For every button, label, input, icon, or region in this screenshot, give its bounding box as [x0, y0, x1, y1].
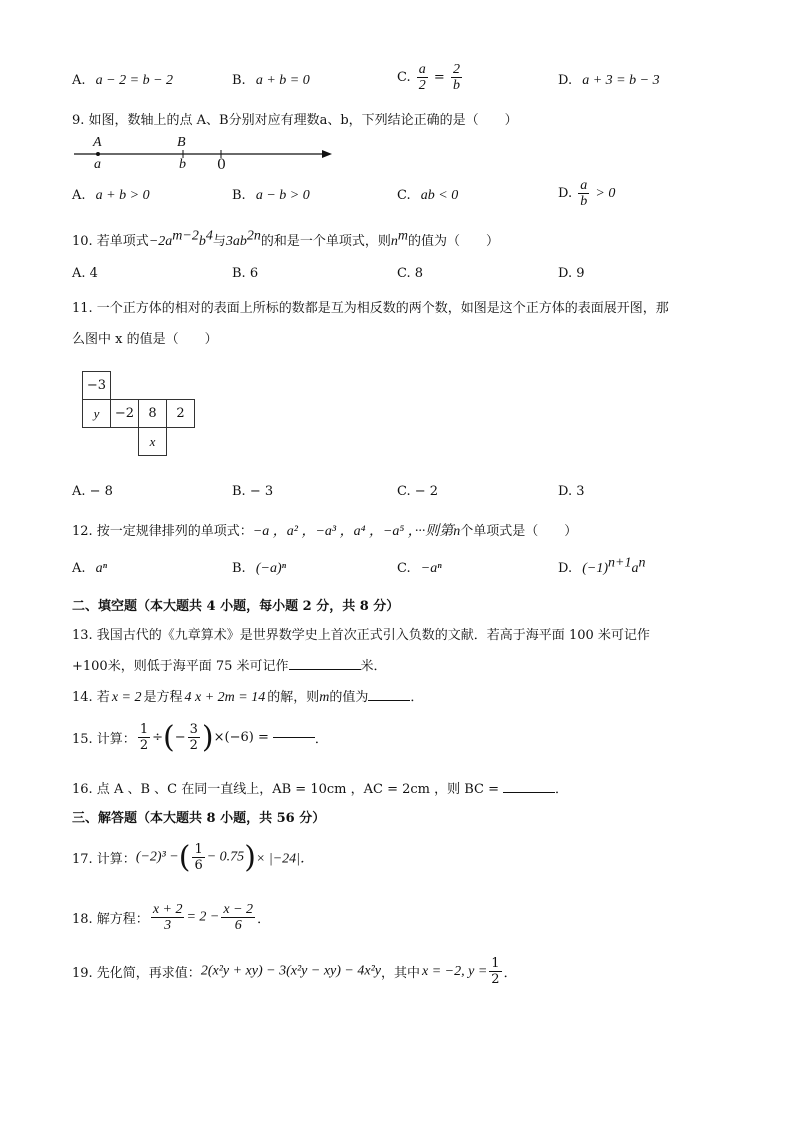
exponent: n+1 [608, 555, 632, 571]
q17-stem [72, 840, 314, 875]
math-term: x = 2 [111, 690, 142, 705]
stem-text: 15. 计算： [72, 732, 136, 747]
math-term: − 0.75 [206, 849, 245, 865]
numerator: 3 [189, 722, 198, 737]
stem-text: 10. 若单项式 [72, 234, 149, 249]
point-a-dot [96, 152, 100, 156]
right-paren: ) [244, 840, 256, 875]
stem-text: ． [257, 912, 271, 927]
section-heading-solutions: 三、解答题（本大题共 8 小题，共 56 分） [72, 811, 326, 826]
fraction [138, 722, 150, 753]
q18-stem [72, 902, 270, 933]
q11-stem-line2: 么图中 x 的值是（ ） [72, 332, 218, 347]
q8-option-b [232, 73, 310, 89]
stem-text: 米． [360, 659, 387, 674]
fraction [151, 902, 185, 933]
right-paren: ) [201, 720, 214, 755]
math-term: (−2)³ − [135, 849, 179, 865]
q9-stem: 9. 如图，数轴上的点 A、B分别对应有理数a、b，下列结论正确的是（ ） [72, 113, 518, 128]
option-letter: A. [72, 73, 86, 88]
section-heading-fill-blank: 二、填空题（本大题共 4 小题，每小题 2 分，共 8 分） [72, 599, 400, 614]
q12-option-c [397, 561, 442, 577]
option-text: a + 3 = b − 3 [582, 73, 660, 88]
q11-option-d: D. 3 [558, 484, 585, 499]
stem-text: 的和是一个单项式，则 [260, 234, 391, 249]
fraction [489, 956, 501, 987]
equals-sign: = [433, 70, 445, 85]
left-paren: ( [163, 720, 175, 755]
stem-text: ． [410, 690, 424, 705]
numerator: 1 [491, 956, 500, 971]
option-letter: D. [558, 186, 573, 201]
q12-stem [72, 520, 577, 540]
q10-option-b: B. 6 [232, 266, 259, 281]
stem-text: 19. 先化简，再求值： [72, 966, 201, 981]
number-line-label-b: b [179, 157, 186, 172]
denominator: 2 [139, 738, 149, 753]
q12-option-d [558, 555, 646, 577]
math-term: b [198, 234, 206, 249]
q19-stem [72, 956, 517, 987]
denominator: b [452, 78, 460, 93]
net-cell: −2 [111, 400, 139, 428]
math-sequence: −a ，a² ，−a³ ，a⁴ ，−a⁵ ，···则第 [252, 524, 454, 539]
fraction [417, 62, 428, 93]
math-term: x = −2, y = [422, 963, 488, 979]
stem-text: 的值为 [329, 690, 369, 705]
numerator: 1 [139, 722, 149, 737]
net-cell: y [83, 400, 111, 428]
option-letter: C. [397, 70, 411, 85]
q9-option-d [558, 178, 615, 209]
q12-option-b [232, 561, 286, 577]
stem-text: 17. 计算： [72, 852, 136, 867]
q15-stem [72, 720, 328, 755]
denominator: 2 [418, 78, 426, 93]
net-cell: 8 [139, 400, 167, 428]
option-text: a + b = 0 [255, 73, 310, 88]
math-term: = 2 − [186, 909, 220, 925]
denominator: 6 [234, 918, 242, 933]
q9-option-c [397, 188, 458, 204]
q11-option-b: B. − 3 [232, 484, 274, 499]
fraction [192, 842, 204, 873]
math-term: −2a [148, 234, 173, 249]
option-letter: C. [397, 561, 411, 576]
q8-option-c [397, 62, 464, 93]
cube-net-figure [82, 371, 195, 456]
operator: − [174, 730, 186, 745]
number-line-label-A: A [93, 135, 102, 150]
fraction [188, 722, 200, 753]
stem-text: 与 [212, 234, 226, 249]
numerator: x − 2 [223, 902, 254, 917]
numerator: a [418, 62, 426, 77]
option-letter: D. [558, 73, 573, 88]
fraction [221, 902, 255, 933]
option-letter: A. [72, 188, 86, 203]
q11-option-c: C. − 2 [397, 484, 439, 499]
math-term: 4 x + 2m = 14 [184, 690, 266, 705]
number-line-label-a: a [94, 157, 101, 172]
q10-option-a: A. 4 [72, 266, 98, 281]
option-letter: B. [232, 73, 246, 88]
q8-option-a [72, 73, 173, 89]
stem-text: ，其中 [380, 966, 420, 981]
numerator: x + 2 [152, 902, 183, 917]
exponent: n [638, 555, 646, 571]
answer-blank[interactable] [503, 792, 555, 793]
number-line-label-B: B [177, 135, 186, 150]
math-term: n [453, 524, 461, 539]
math-term: 3ab [225, 234, 247, 249]
answer-blank[interactable] [273, 737, 315, 738]
q9-option-b [232, 188, 310, 204]
q9-option-a [72, 188, 150, 204]
denominator: 3 [164, 918, 172, 933]
option-text: a − b > 0 [255, 188, 310, 203]
math-term: ×(−6) = [213, 730, 269, 745]
net-cell: 2 [167, 400, 195, 428]
q8-option-d [558, 73, 660, 89]
stem-text: +100米，则低于海平面 75 米可记作 [72, 659, 289, 674]
q10-stem [72, 230, 499, 250]
number-line-label-zero: 0 [217, 157, 226, 173]
option-letter: B. [232, 561, 246, 576]
option-text: (−a)ⁿ [255, 561, 287, 576]
left-paren: ( [178, 840, 191, 875]
numerator: 1 [194, 842, 203, 857]
stem-text: 是方程 [143, 690, 183, 705]
option-text: aⁿ [95, 561, 108, 576]
stem-text: 个单项式是（ ） [460, 524, 578, 539]
denominator: 2 [491, 972, 500, 987]
q13-line2 [72, 655, 387, 674]
number-line-figure [70, 134, 340, 176]
math-term: m [319, 690, 330, 705]
stem-text: 16. 点 A 、B 、C 在同一直线上，AB = 10cm ，AC = 2cm ，则 BC = [72, 782, 500, 797]
q13-line1: 13. 我国古代的《九章算术》是世界数学史上首次正式引入负数的文献．若高于海平面 100 米可记作 [72, 628, 650, 643]
exponent: m [397, 228, 408, 244]
option-text: > 0 [595, 186, 616, 201]
stem-text: ． [555, 782, 569, 797]
stem-text: 18. 解方程： [72, 912, 149, 927]
fraction [578, 178, 589, 209]
option-letter: B. [232, 188, 246, 203]
stem-text: 的值为（ ） [407, 234, 499, 249]
denominator: 2 [189, 738, 198, 753]
answer-blank[interactable] [368, 700, 410, 701]
exponent: m−2 [172, 228, 199, 244]
option-text: a [631, 561, 639, 576]
exponent: 4 [205, 228, 213, 244]
option-letter: A. [72, 561, 86, 576]
stem-text: ． [503, 966, 517, 981]
numerator: a [580, 178, 588, 193]
operator: ÷ [152, 730, 163, 745]
option-text: (−1) [582, 561, 609, 576]
q12-option-a [72, 561, 107, 577]
option-text: ab < 0 [420, 188, 459, 203]
q11-stem-line1: 11. 一个正方体的相对的表面上所标的数都是互为相反数的两个数，如图是这个正方体的表面展开图，那 [72, 301, 669, 316]
math-expression: 2(x²y + xy) − 3(x²y − xy) − 4x²y [200, 963, 381, 979]
stem-text: 12. 按一定规律排列的单项式： [72, 524, 253, 539]
stem-text: 的解，则 [267, 690, 320, 705]
q14-stem [72, 686, 423, 706]
net-cell: x [139, 428, 167, 456]
answer-blank[interactable] [289, 669, 361, 670]
q16-stem [72, 778, 568, 797]
net-cell: −3 [83, 372, 111, 400]
option-letter: D. [558, 561, 573, 576]
fraction [451, 62, 462, 93]
option-text: a − 2 = b − 2 [95, 73, 174, 88]
math-term: n [390, 234, 398, 249]
q11-option-a: A. − 8 [72, 484, 113, 499]
exponent: 2n [246, 228, 261, 244]
number-line-arrow-icon [322, 150, 332, 158]
stem-text: 14. 若 [72, 690, 110, 705]
math-term: × |−24|． [255, 851, 314, 867]
q10-option-c: C. 8 [397, 266, 424, 281]
option-letter: C. [397, 188, 411, 203]
q10-option-d: D. 9 [558, 266, 585, 281]
option-text: a + b > 0 [95, 188, 150, 203]
option-text: −aⁿ [420, 561, 442, 576]
numerator: 2 [452, 62, 460, 77]
denominator: b [580, 194, 588, 209]
stem-text: ． [314, 732, 328, 747]
denominator: 6 [194, 858, 203, 873]
